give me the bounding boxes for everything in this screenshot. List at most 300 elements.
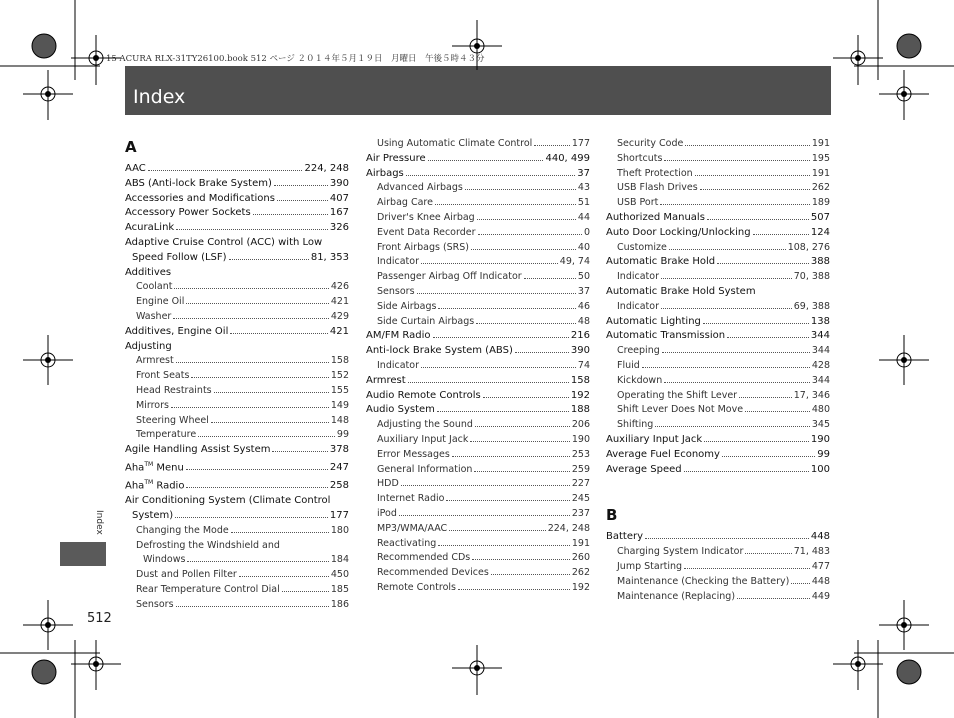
entry-label: Auxiliary Input Jack bbox=[606, 433, 703, 445]
index-entry bbox=[606, 463, 830, 478]
index-subentry bbox=[606, 374, 830, 389]
dot-leader bbox=[684, 568, 810, 569]
entry-label: Air Pressure bbox=[366, 152, 426, 164]
dot-leader bbox=[214, 392, 329, 393]
index-subentry bbox=[366, 448, 590, 463]
page-reference: 74 bbox=[577, 359, 590, 371]
dot-leader bbox=[186, 469, 328, 470]
index-subentry bbox=[125, 568, 349, 583]
entry-label: Charging System Indicator bbox=[617, 546, 744, 558]
index-entry bbox=[606, 530, 830, 545]
entry-label: Shifting bbox=[617, 419, 654, 431]
entry-label: Recommended CDs bbox=[377, 552, 471, 564]
page-reference: 192 bbox=[571, 581, 590, 593]
dot-leader bbox=[478, 234, 582, 235]
entry-label: Anti-lock Brake System (ABS) bbox=[366, 345, 513, 357]
entry-label: MP3/WMA/AAC bbox=[377, 522, 448, 534]
page-reference: 224, 248 bbox=[304, 163, 349, 174]
page-reference: 206 bbox=[571, 419, 590, 431]
entry-label: Error Messages bbox=[377, 448, 450, 460]
index-subentry bbox=[125, 369, 349, 384]
entry-label: Changing the Mode bbox=[136, 524, 229, 536]
entry-label: Maintenance (Checking the Battery) bbox=[617, 575, 790, 587]
entry-label: Operating the Shift Lever bbox=[617, 389, 738, 401]
index-subentry bbox=[366, 359, 590, 374]
entry-label-text: Aha bbox=[125, 480, 145, 492]
entry-label: Indicator bbox=[617, 271, 659, 283]
trademark-mark: TM bbox=[144, 479, 154, 487]
dot-leader bbox=[717, 263, 809, 264]
index-subentry bbox=[606, 403, 830, 418]
page-reference: 189 bbox=[811, 197, 830, 209]
entry-label: Mirrors bbox=[136, 399, 169, 411]
entry-label: Audio System bbox=[366, 404, 435, 416]
entry-label: Defrosting the Windshield and bbox=[136, 539, 280, 551]
page-reference: 155 bbox=[330, 384, 349, 396]
index-entry bbox=[125, 509, 349, 524]
page-reference: 51 bbox=[577, 197, 590, 209]
dot-leader bbox=[274, 185, 328, 186]
dot-leader bbox=[446, 500, 569, 501]
page-reference: 152 bbox=[330, 370, 349, 382]
dot-leader bbox=[171, 407, 329, 408]
entry-label: Armrest bbox=[136, 355, 174, 367]
dot-leader bbox=[707, 219, 809, 220]
entry-label: Adjusting the Sound bbox=[377, 419, 473, 431]
entry-label: Auxiliary Input Jack bbox=[377, 433, 469, 445]
dot-leader bbox=[452, 456, 570, 457]
dot-leader bbox=[471, 249, 576, 250]
index-subentry bbox=[366, 300, 590, 315]
page-reference: 69, 388 bbox=[793, 300, 830, 312]
page-reference: 17, 346 bbox=[793, 389, 830, 401]
page-reference: 190 bbox=[810, 433, 830, 445]
dot-leader bbox=[700, 189, 810, 190]
page-reference: 429 bbox=[330, 310, 349, 322]
entry-label: Using Automatic Climate Control bbox=[377, 138, 533, 149]
dot-leader bbox=[458, 589, 570, 590]
index-subentry bbox=[366, 196, 590, 211]
entry-label: Coolant bbox=[136, 281, 173, 293]
page-number: 512 bbox=[87, 611, 112, 626]
entry-label: Recommended Devices bbox=[377, 567, 489, 579]
index-entry bbox=[366, 374, 590, 389]
entry-label: Automatic Brake Hold System bbox=[606, 285, 756, 297]
page-reference: 344 bbox=[810, 330, 830, 342]
dot-leader bbox=[475, 426, 570, 427]
page-reference: 81, 353 bbox=[310, 251, 349, 263]
entry-label: AcuraLink bbox=[125, 222, 175, 234]
entry-label bbox=[125, 458, 184, 476]
index-entry bbox=[125, 221, 349, 236]
entry-label: Advanced Airbags bbox=[377, 182, 463, 194]
page-reference: 190 bbox=[571, 433, 590, 445]
index-entry bbox=[125, 325, 349, 340]
index-subentry bbox=[125, 598, 349, 613]
index-subentry bbox=[366, 226, 590, 241]
entry-label: Audio Remote Controls bbox=[366, 389, 481, 401]
dot-leader bbox=[664, 382, 810, 383]
dot-leader bbox=[703, 323, 809, 324]
page-reference: 390 bbox=[570, 345, 590, 357]
dot-leader bbox=[176, 229, 328, 230]
entry-label: Indicator bbox=[617, 300, 659, 312]
entry-label: Air Conditioning System (Climate Control bbox=[125, 495, 331, 507]
page-reference: 426 bbox=[330, 281, 349, 293]
page-reference: 421 bbox=[330, 296, 349, 308]
page-reference: 191 bbox=[811, 167, 830, 179]
entry-label: Front Seats bbox=[136, 370, 190, 382]
page-reference: 421 bbox=[329, 325, 349, 337]
dot-leader bbox=[661, 308, 792, 309]
entry-label: Creeping bbox=[617, 345, 660, 357]
index-entry bbox=[606, 226, 830, 241]
index-entry bbox=[125, 162, 349, 177]
index-subentry bbox=[606, 575, 830, 590]
index-column-2 bbox=[366, 137, 590, 596]
dot-leader bbox=[198, 436, 335, 437]
index-subentry bbox=[606, 300, 830, 315]
page-reference: 345 bbox=[811, 419, 830, 431]
index-subentry bbox=[366, 566, 590, 581]
index-entry bbox=[606, 329, 830, 344]
entry-label: Adaptive Cruise Control (ACC) with Low bbox=[125, 236, 323, 248]
page-reference: 124 bbox=[810, 226, 830, 238]
dot-leader bbox=[470, 441, 569, 442]
dot-leader bbox=[477, 219, 576, 220]
index-subentry bbox=[125, 553, 349, 568]
entry-label: Additives, Engine Oil bbox=[125, 325, 229, 337]
page-reference: 262 bbox=[571, 567, 590, 579]
dot-leader bbox=[175, 517, 328, 518]
index-entry bbox=[366, 389, 590, 404]
index-subentry bbox=[125, 354, 349, 369]
dot-leader bbox=[515, 352, 569, 353]
dot-leader bbox=[476, 323, 576, 324]
entry-label: Rear Temperature Control Dial bbox=[136, 583, 280, 595]
dot-leader bbox=[438, 308, 575, 309]
entry-label: Indicator bbox=[377, 359, 419, 371]
dot-leader bbox=[524, 278, 576, 279]
index-entry bbox=[125, 177, 349, 192]
page-reference: 158 bbox=[570, 374, 590, 386]
index-entry bbox=[125, 458, 349, 476]
entry-label: Reactivating bbox=[377, 537, 437, 549]
page-reference: 149 bbox=[330, 399, 349, 411]
dot-leader bbox=[727, 337, 809, 338]
dot-leader bbox=[191, 377, 328, 378]
page-reference: 184 bbox=[330, 554, 349, 566]
page-reference: 138 bbox=[810, 315, 830, 327]
index-subentry bbox=[606, 560, 830, 575]
page-reference: 177 bbox=[571, 138, 590, 149]
page-reference: 477 bbox=[811, 560, 830, 572]
page-reference: 259 bbox=[571, 463, 590, 475]
page-reference: 40 bbox=[577, 241, 590, 253]
entry-label: Accessories and Modifications bbox=[125, 192, 275, 204]
dot-leader bbox=[408, 382, 569, 383]
entry-label: Average Speed bbox=[606, 463, 682, 475]
dot-leader bbox=[662, 352, 810, 353]
index-entry bbox=[125, 192, 349, 207]
page-reference: 37 bbox=[577, 167, 590, 179]
dot-leader bbox=[176, 362, 329, 363]
index-subentry bbox=[606, 137, 830, 152]
index-subentry bbox=[125, 428, 349, 443]
dot-leader bbox=[661, 278, 792, 279]
dot-leader bbox=[655, 426, 810, 427]
page-reference: 262 bbox=[811, 182, 830, 194]
index-subentry bbox=[366, 581, 590, 596]
page-reference: 71, 483 bbox=[793, 546, 830, 558]
dot-leader bbox=[791, 583, 810, 584]
page-reference: 260 bbox=[571, 552, 590, 564]
dot-leader bbox=[437, 411, 569, 412]
page-reference: 378 bbox=[329, 444, 349, 456]
index-subentry bbox=[366, 270, 590, 285]
dot-leader bbox=[660, 204, 810, 205]
index-subentry bbox=[366, 285, 590, 300]
index-subentry bbox=[606, 545, 830, 560]
entry-label bbox=[125, 476, 184, 494]
entry-label: HDD bbox=[377, 478, 399, 490]
dot-leader bbox=[534, 145, 570, 146]
index-entry bbox=[366, 403, 590, 418]
page-reference: 99 bbox=[336, 429, 349, 441]
page-reference: 407 bbox=[329, 192, 349, 204]
index-subentry bbox=[366, 181, 590, 196]
page-reference: 148 bbox=[330, 414, 349, 426]
page-reference: 237 bbox=[571, 507, 590, 519]
index-entry bbox=[366, 167, 590, 182]
entry-label: Dust and Pollen Filter bbox=[136, 569, 237, 581]
entry-label: Steering Wheel bbox=[136, 414, 209, 426]
entry-label: AM/FM Radio bbox=[366, 330, 431, 342]
page-reference: 448 bbox=[811, 575, 830, 587]
page-reference: 50 bbox=[577, 271, 590, 283]
section-letter: B bbox=[606, 506, 618, 525]
dot-leader bbox=[421, 263, 558, 264]
index-subentry bbox=[366, 211, 590, 226]
entry-label: Maintenance (Replacing) bbox=[617, 590, 736, 602]
index-subentry bbox=[366, 551, 590, 566]
page-reference: 253 bbox=[571, 448, 590, 460]
page-reference: 258 bbox=[329, 480, 349, 492]
index-subentry bbox=[606, 344, 830, 359]
entry-label: Driver's Knee Airbag bbox=[377, 211, 475, 223]
page-reference: 46 bbox=[577, 300, 590, 312]
index-subentry bbox=[606, 418, 830, 433]
dot-leader bbox=[231, 532, 329, 533]
entry-label: Customize bbox=[617, 241, 667, 253]
page-reference: 216 bbox=[570, 330, 590, 342]
entry-label: System) bbox=[132, 509, 174, 521]
page-reference: 480 bbox=[811, 404, 830, 416]
section-letter: A bbox=[125, 138, 137, 156]
side-tab-label: Index bbox=[94, 510, 104, 535]
page-reference: 0 bbox=[583, 226, 590, 238]
index-entry bbox=[606, 255, 830, 270]
dot-leader bbox=[406, 175, 576, 176]
page-reference: 245 bbox=[571, 493, 590, 505]
entry-label: USB Flash Drives bbox=[617, 182, 698, 194]
entry-label: Passenger Airbag Off Indicator bbox=[377, 271, 522, 283]
entry-label: Head Restraints bbox=[136, 384, 212, 396]
entry-label: Authorized Manuals bbox=[606, 211, 705, 223]
page-reference: 70, 388 bbox=[793, 271, 830, 283]
page-reference: 449 bbox=[811, 590, 830, 602]
entry-label: Automatic Lighting bbox=[606, 315, 701, 327]
dot-leader bbox=[417, 293, 576, 294]
index-entry bbox=[125, 340, 349, 355]
entry-label: Kickdown bbox=[617, 374, 663, 386]
index-subentry bbox=[125, 539, 349, 554]
page-reference: 247 bbox=[329, 462, 349, 474]
index-entry bbox=[606, 448, 830, 463]
index-entry bbox=[125, 494, 349, 509]
entry-label: Armrest bbox=[366, 374, 406, 386]
index-subentry bbox=[366, 507, 590, 522]
page-reference: 192 bbox=[570, 389, 590, 401]
page-reference: 440, 499 bbox=[545, 152, 590, 164]
entry-label: Additives bbox=[125, 266, 172, 278]
page-reference: 227 bbox=[571, 478, 590, 490]
dot-leader bbox=[253, 214, 328, 215]
dot-leader bbox=[685, 145, 810, 146]
page-reference: 100 bbox=[810, 463, 830, 475]
index-column-1 bbox=[125, 137, 349, 613]
entry-label: Remote Controls bbox=[377, 581, 456, 593]
index-subentry bbox=[606, 590, 830, 605]
index-entry bbox=[125, 251, 349, 266]
entry-label: Automatic Brake Hold bbox=[606, 256, 716, 268]
index-entry bbox=[125, 443, 349, 458]
entry-label: Theft Protection bbox=[617, 167, 693, 179]
index-subentry bbox=[606, 152, 830, 167]
entry-label: Security Code bbox=[617, 138, 684, 149]
page-reference: 390 bbox=[329, 177, 349, 189]
index-subentry bbox=[125, 280, 349, 295]
dot-leader bbox=[438, 545, 570, 546]
entry-label: Airbag Care bbox=[377, 197, 433, 209]
page-reference: 428 bbox=[811, 359, 830, 371]
page-reference: 44 bbox=[577, 211, 590, 223]
index-column-3 bbox=[606, 137, 830, 604]
entry-label: Average Fuel Economy bbox=[606, 448, 720, 460]
page-reference: 48 bbox=[577, 315, 590, 327]
side-tab-marker bbox=[60, 542, 106, 566]
entry-label: Temperature bbox=[136, 429, 197, 441]
dot-leader bbox=[704, 441, 809, 442]
index-subentry bbox=[125, 295, 349, 310]
dot-leader bbox=[174, 288, 328, 289]
page-reference: 43 bbox=[577, 182, 590, 194]
index-subentry bbox=[606, 167, 830, 182]
dot-leader bbox=[472, 559, 570, 560]
index-entry bbox=[366, 344, 590, 359]
entry-label: Shift Lever Does Not Move bbox=[617, 404, 744, 416]
dot-leader bbox=[722, 456, 815, 457]
index-subentry bbox=[366, 315, 590, 330]
entry-label: Auto Door Locking/Unlocking bbox=[606, 226, 751, 238]
dot-leader bbox=[745, 553, 791, 554]
dot-leader bbox=[282, 591, 329, 592]
dot-leader bbox=[186, 303, 329, 304]
page-reference: 326 bbox=[329, 222, 349, 234]
index-entry bbox=[366, 329, 590, 344]
entry-label: Battery bbox=[606, 531, 644, 543]
index-entry bbox=[125, 266, 349, 281]
page-reference: 450 bbox=[330, 569, 349, 581]
index-subentry bbox=[125, 399, 349, 414]
page-reference: 448 bbox=[810, 531, 830, 543]
entry-label: iPod bbox=[377, 507, 397, 519]
page-reference: 158 bbox=[330, 355, 349, 367]
page-reference: 191 bbox=[811, 138, 830, 149]
index-subentry bbox=[606, 181, 830, 196]
dot-leader bbox=[642, 367, 810, 368]
dot-leader bbox=[211, 422, 329, 423]
dot-leader bbox=[186, 487, 327, 488]
page-reference: 195 bbox=[811, 152, 830, 164]
entry-label: Indicator bbox=[377, 256, 419, 268]
entry-label: Windows bbox=[143, 554, 186, 566]
page-reference: 188 bbox=[570, 404, 590, 416]
dot-leader bbox=[435, 204, 576, 205]
page-reference: 37 bbox=[577, 285, 590, 297]
page-reference: 507 bbox=[810, 211, 830, 223]
index-subentry bbox=[366, 477, 590, 492]
page-reference: 99 bbox=[817, 448, 830, 460]
dot-leader bbox=[433, 337, 569, 338]
page-title: Index bbox=[133, 86, 186, 108]
index-entry bbox=[606, 315, 830, 330]
dot-leader bbox=[272, 451, 327, 452]
entry-label: Speed Follow (LSF) bbox=[132, 251, 227, 263]
entry-label: Event Data Recorder bbox=[377, 226, 476, 238]
index-subentry bbox=[125, 524, 349, 539]
index-subentry bbox=[125, 310, 349, 325]
index-subentry bbox=[366, 137, 590, 152]
index-subentry bbox=[366, 241, 590, 256]
page-reference: 224, 248 bbox=[547, 522, 590, 534]
index-subentry bbox=[366, 433, 590, 448]
dot-leader bbox=[428, 160, 544, 161]
entry-label: Shortcuts bbox=[617, 152, 663, 164]
index-subentry bbox=[125, 414, 349, 429]
entry-label: General Information bbox=[377, 463, 473, 475]
index-subentry bbox=[125, 384, 349, 399]
page-reference: 180 bbox=[330, 524, 349, 536]
dot-leader bbox=[491, 574, 570, 575]
entry-label: Adjusting bbox=[125, 340, 172, 352]
dot-leader bbox=[148, 170, 303, 171]
page-reference: 186 bbox=[330, 598, 349, 610]
dot-leader bbox=[645, 538, 809, 539]
index-subentry bbox=[606, 241, 830, 256]
dot-leader bbox=[421, 367, 576, 368]
entry-label: Accessory Power Sockets bbox=[125, 207, 251, 219]
page-reference: 108, 276 bbox=[787, 241, 830, 253]
dot-leader bbox=[684, 471, 809, 472]
entry-label: Automatic Transmission bbox=[606, 330, 726, 342]
entry-label: Engine Oil bbox=[136, 296, 185, 308]
index-subentry bbox=[606, 359, 830, 374]
entry-label: AAC bbox=[125, 163, 146, 174]
dot-leader bbox=[449, 530, 545, 531]
index-entry bbox=[366, 152, 590, 167]
dot-leader bbox=[669, 249, 786, 250]
